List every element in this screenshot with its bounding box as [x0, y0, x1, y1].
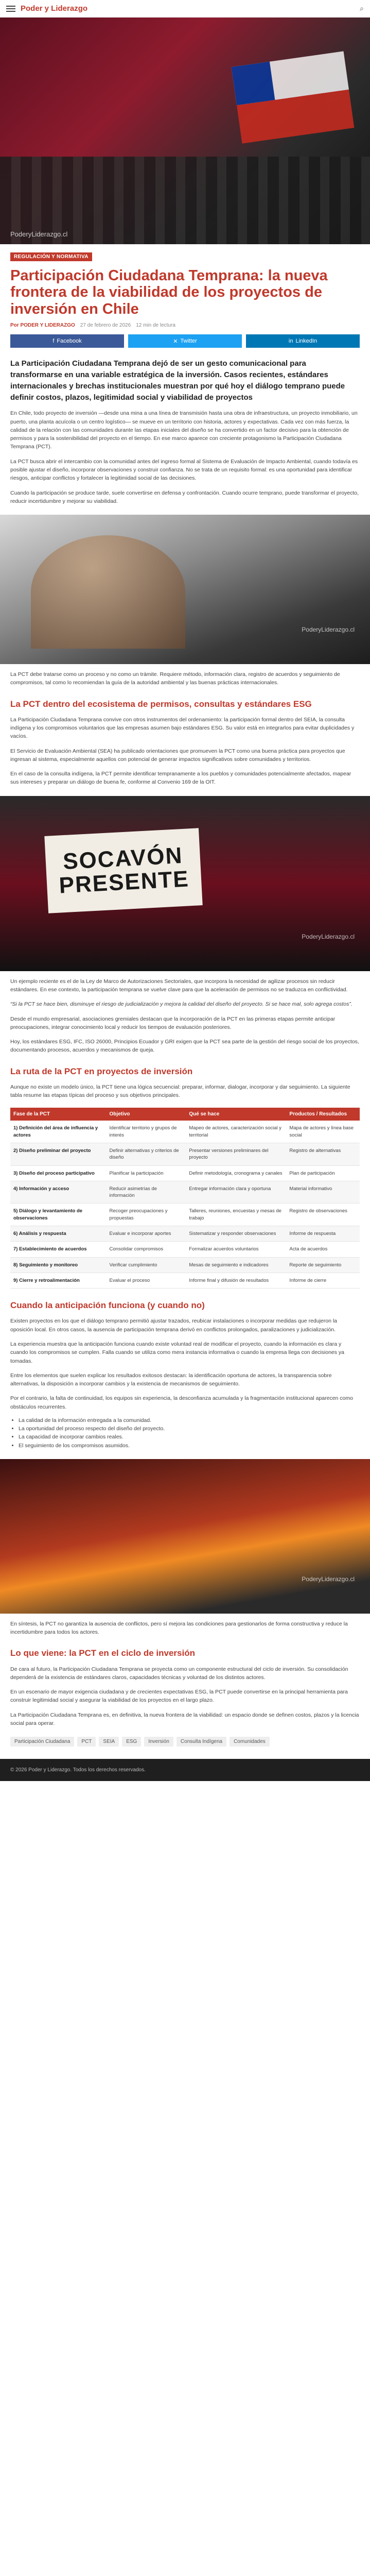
- share-facebook-label: Facebook: [57, 338, 82, 345]
- table-cell: Definir alternativas y criterios de diseño: [107, 1143, 186, 1165]
- search-icon[interactable]: ⌕: [360, 4, 364, 12]
- paragraph: En Chile, todo proyecto de inversión —desde una mina a una línea de transmisión hasta una obra de infraestructura, un proyecto inmobiliario, un puerto, una planta acuícola o un centro logístico— se mueve en un territorio con historia, actores y expectativas. Cada vez con más fuerza, la calidad de la relación con las comunidades durante las etapas iniciales del diseño se ha convertido en un factor decisivo para la obtención de permisos y para la sostenibilidad del proyecto en el tiempo. En ese marco aparece con creciente protagonismo la Participación Ciudadana Temprana (PCT).: [10, 410, 358, 450]
- paragraph: La Participación Ciudadana Temprana convive con otros instrumentos del ordenamiento: la participación formal dentro del SEIA, la consulta indígena y los compromisos voluntarios que las empresas asumen bajo estándares ESG. Su valor está en integrarlos para evitar duplicidades y vacíos.: [10, 716, 355, 740]
- menu-icon[interactable]: [6, 6, 15, 12]
- hero-watermark: PoderyLiderazgo.cl: [10, 230, 68, 238]
- site-logo[interactable]: Poder y Liderazgo: [21, 4, 88, 13]
- share-facebook-button[interactable]: [10, 334, 124, 348]
- table-cell: Identificar territorio y grupos de interés: [107, 1121, 186, 1143]
- article-title: Participación Ciudadana Temprana: la nueva frontera de la viabilidad de los proyectos de inversión en Chile: [10, 267, 328, 317]
- paragraph: El Servicio de Evaluación Ambiental (SEA) ha publicado orientaciones que promueven la PCT como una buena práctica para proyectos que ingresan al sistema, especialmente aquellos con potencial de generar impactos significativos sobre comunidades y territorios.: [10, 748, 345, 762]
- share-twitter-button[interactable]: [128, 334, 242, 348]
- table-cell: Definir metodología, cronograma y canales: [186, 1165, 286, 1181]
- footer-text: © 2026 Poder y Liderazgo. Todos los derechos reservados.: [10, 1767, 146, 1773]
- table-cell: Talleres, reuniones, encuestas y mesas de trabajo: [186, 1204, 286, 1226]
- article-author[interactable]: Por PODER Y LIDERAZGO: [10, 323, 75, 329]
- key-factors-list: [19, 1416, 360, 1450]
- article-date: 27 de febrero de 2026: [80, 323, 131, 329]
- section-heading: La ruta de la PCT en proyectos de inversión: [10, 1066, 193, 1076]
- paragraph: Cuando la participación se produce tarde, suele convertirse en defensa y confrontación. Cuando ocurre temprano, puede transformar el proyecto, reducir incertidumbre y mejorar su viabilidad.: [10, 489, 359, 504]
- share-twitter-label: Twitter: [180, 338, 197, 345]
- table-cell: Informe de cierre: [286, 1273, 360, 1288]
- table-row: [10, 1226, 360, 1242]
- paragraph: Entre los elementos que suelen explicar los resultados exitosos destacan: la identificación oportuna de actores, la transparencia sobre alternativas, la disposición a incorporar cambios y la existencia de mecanismos de seguimiento.: [10, 1372, 332, 1387]
- photo-watermark: PoderyLiderazgo.cl: [302, 1575, 355, 1583]
- table-cell: Mapeo de actores, caracterización social y territorial: [186, 1121, 286, 1143]
- tag[interactable]: Inversión: [144, 1737, 173, 1747]
- column-header: Qué se hace: [186, 1108, 286, 1121]
- share-linkedin-label: LinkedIn: [295, 338, 318, 345]
- tag-list: [10, 1737, 360, 1747]
- section-heading: La PCT dentro del ecosistema de permisos, consultas y estándares ESG: [10, 699, 312, 709]
- read-time: 12 min de lectura: [136, 323, 175, 329]
- table-cell: Material informativo: [286, 1181, 360, 1204]
- share-linkedin-button[interactable]: [246, 334, 360, 348]
- tag[interactable]: SEIA: [99, 1737, 119, 1747]
- table-row: [10, 1204, 360, 1226]
- tag[interactable]: Consulta Indígena: [177, 1737, 226, 1747]
- linkedin-icon: in: [288, 338, 293, 345]
- quote: “Si la PCT se hace bien, disminuye el riesgo de judicialización y mejora la calidad del diseño del proyecto. Si se hace mal, solo agrega costos”.: [10, 1001, 353, 1008]
- table-cell: Reporte de seguimiento: [286, 1257, 360, 1273]
- column-header: Fase de la PCT: [10, 1108, 107, 1121]
- pct-phases-table: [10, 1108, 360, 1289]
- table-cell: 1) Definición del área de influencia y actores: [10, 1121, 107, 1143]
- table-cell: Informe final y difusión de resultados: [186, 1273, 286, 1288]
- table-cell: Formalizar acuerdos voluntarios: [186, 1242, 286, 1257]
- hero-image: [0, 18, 370, 244]
- table-cell: 2) Diseño preliminar del proyecto: [10, 1143, 107, 1165]
- table-cell: Consolidar compromisos: [107, 1242, 186, 1257]
- article-photo-protest: [0, 796, 370, 971]
- table-row: [10, 1181, 360, 1204]
- table-row: [10, 1143, 360, 1165]
- top-bar: [0, 0, 370, 18]
- table-cell: Mapa de actores y línea base social: [286, 1121, 360, 1143]
- protest-banner: SOCAVÓN PRESENTE: [44, 828, 202, 913]
- paragraph: La Participación Ciudadana Temprana es, en definitiva, la nueva frontera de la viabilidad: un espacio donde se definen costos, plazos y la licencia social para operar.: [10, 1711, 359, 1727]
- paragraph: En el caso de la consulta indígena, la PCT permite identificar tempranamente a los pueblos y comunidades potencialmente afectados, mapear sus intereses y preparar un diálogo de buena fe, conforme al Convenio 169 de la OIT.: [10, 771, 351, 786]
- table-cell: Registro de observaciones: [286, 1204, 360, 1226]
- paragraph: Por el contrario, la falta de continuidad, los equipos sin experiencia, la desconfianza acumulada y la fragmentación institucional aparecen como obstáculos recurrentes.: [10, 1395, 353, 1410]
- facebook-icon: f: [52, 338, 55, 345]
- paragraph: Existen proyectos en los que el diálogo temprano permitió ajustar trazados, reubicar instalaciones o incorporar medidas que redujeron la oposición local. En otros casos, la ausencia de participación temprana derivó en conflictos prolongados, paralizaciones y judicialización.: [10, 1318, 338, 1333]
- paragraph: En un escenario de mayor exigencia ciudadana y de crecientes expectativas ESG, la PCT puede convertirse en la principal herramienta para construir legitimidad social y asegurar la viabilidad de los proyectos en el largo plazo.: [10, 1689, 348, 1704]
- paragraph: Aunque no existe un modelo único, la PCT tiene una lógica secuencial: preparar, informar, dialogar, incorporar y dar seguimiento. La siguiente tabla resume las etapas típicas del proceso y sus objetivos principales.: [10, 1083, 350, 1099]
- table-cell: 6) Análisis y respuesta: [10, 1226, 107, 1242]
- table-cell: Plan de participación: [286, 1165, 360, 1181]
- table-cell: Registro de alternativas: [286, 1143, 360, 1165]
- list-item: • La capacidad de incorporar cambios reales.: [19, 1433, 360, 1441]
- table-cell: Evaluar e incorporar aportes: [107, 1226, 186, 1242]
- table-cell: Acta de acuerdos: [286, 1242, 360, 1257]
- table-cell: Informe de respuesta: [286, 1226, 360, 1242]
- photo-watermark: PoderyLiderazgo.cl: [302, 933, 355, 940]
- tag[interactable]: ESG: [122, 1737, 141, 1747]
- chile-flag-graphic: [232, 51, 355, 143]
- table-row: [10, 1165, 360, 1181]
- article-lead: La Participación Ciudadana Temprana dejó de ser un gesto comunicacional para transformarse en una variable estratégica de la inversión. Casos recientes, estándares internacionales y brechas institucionales muestran por qué hoy el diálogo temprano puede definir costos, plazos, legitimidad social y viabilidad de proyectos: [10, 359, 345, 402]
- site-footer: [0, 1759, 370, 1781]
- paragraph: En síntesis, la PCT no garantiza la ausencia de conflictos, pero sí mejora las condiciones para gestionarlos de forma constructiva y reduce la incertidumbre para todos los actores.: [10, 1620, 348, 1636]
- paragraph: De cara al futuro, la Participación Ciudadana Temprana se proyecta como un componente estructural del ciclo de inversión. Su consolidación dependerá de la existencia de estándares claros, capacidades técnicas y voluntad de los distintos actores.: [10, 1666, 348, 1681]
- section-heading: Cuando la anticipación funciona (y cuando no): [10, 1300, 205, 1311]
- section-heading: Lo que viene: la PCT en el ciclo de inversión: [10, 1648, 195, 1658]
- table-cell: 7) Establecimiento de acuerdos: [10, 1242, 107, 1257]
- column-header: Objetivo: [107, 1108, 186, 1121]
- list-item: • La oportunidad del proceso respecto del diseño del proyecto.: [19, 1425, 360, 1433]
- list-item: • La calidad de la información entregada a la comunidad.: [19, 1416, 360, 1425]
- share-buttons: [10, 334, 360, 348]
- photo-watermark: PoderyLiderazgo.cl: [302, 626, 355, 634]
- table-row: [10, 1242, 360, 1257]
- table-cell: Presentar versiones preliminares del proyecto: [186, 1143, 286, 1165]
- table-cell: Verificar cumplimiento: [107, 1257, 186, 1273]
- table-cell: 4) Información y acceso: [10, 1181, 107, 1204]
- table-cell: 5) Diálogo y levantamiento de observaciones: [10, 1204, 107, 1226]
- article-photo-hands: [0, 515, 370, 664]
- table-cell: Recoger preocupaciones y propuestas: [107, 1204, 186, 1226]
- tag[interactable]: Participación Ciudadana: [10, 1737, 74, 1747]
- tag[interactable]: PCT: [77, 1737, 96, 1747]
- table-row: [10, 1273, 360, 1288]
- table-cell: Planificar la participación: [107, 1165, 186, 1181]
- column-header: Productos / Resultados: [286, 1108, 360, 1121]
- table-cell: Mesas de seguimiento e indicadores: [186, 1257, 286, 1273]
- table-cell: 3) Diseño del proceso participativo: [10, 1165, 107, 1181]
- twitter-icon: ✕: [173, 338, 178, 345]
- paragraph: La PCT busca abrir el intercambio con la comunidad antes del ingreso formal al Sistema de Evaluación de Impacto Ambiental, cuando todavía es posible ajustar el diseño, incorporar observaciones y construir confianza. No se trata de un requisito formal: es una oportunidad para identificar riesgos, anticipar conflictos y fortalecer la legitimidad social de las decisiones.: [10, 458, 358, 482]
- table-cell: Entregar información clara y oportuna: [186, 1181, 286, 1204]
- table-cell: 8) Seguimiento y monitoreo: [10, 1257, 107, 1273]
- table-cell: Sistematizar y responder observaciones: [186, 1226, 286, 1242]
- tag[interactable]: Comunidades: [230, 1737, 270, 1747]
- table-header-row: [10, 1108, 360, 1121]
- paragraph: Un ejemplo reciente es el de la Ley de Marco de Autorizaciones Sectoriales, que incorpora la necesidad de agilizar procesos sin reducir estándares. En ese contexto, la participación temprana se vuelve clave para que la aceleración de permisos no se traduzca en conflictividad.: [10, 978, 348, 993]
- category-badge[interactable]: REGULACIÓN Y NORMATIVA: [10, 252, 92, 261]
- paragraph: Hoy, los estándares ESG, IFC, ISO 26000, Principios Ecuador y GRI exigen que la PCT sea parte de la gestión del riesgo social de los proyectos, documentando procesos, acuerdos y mecanismos de queja.: [10, 1039, 359, 1054]
- article-photo-fire: [0, 1459, 370, 1614]
- table-cell: 9) Cierre y retroalimentación: [10, 1273, 107, 1288]
- table-row: [10, 1121, 360, 1143]
- table-cell: Reducir asimetrías de información: [107, 1181, 186, 1204]
- paragraph: La experiencia muestra que la anticipación funciona cuando existe voluntad real de modificar el proyecto, cuando la información es clara y cuando los compromisos se cumplen. Falla cuando se utiliza como mera instancia informativa o cuando la empresa llega con decisiones ya tomadas.: [10, 1341, 345, 1364]
- list-item: • El seguimiento de los compromisos asumidos.: [19, 1442, 360, 1450]
- table-cell: Evaluar el proceso: [107, 1273, 186, 1288]
- article-meta: [10, 323, 360, 328]
- paragraph: Desde el mundo empresarial, asociaciones gremiales destacan que la incorporación de la PCT en las primeras etapas permite anticipar preocupaciones, integrar conocimiento local y reducir los tiempos de evaluación posteriores.: [10, 1015, 336, 1030]
- paragraph: La PCT debe tratarse como un proceso y no como un trámite. Requiere método, información clara, registro de acuerdos y seguimiento de compromisos, tal como lo recomiendan la guía de la autoridad ambiental y las buenas prácticas internacionales.: [10, 671, 340, 686]
- article-content: [0, 244, 370, 1747]
- table-row: [10, 1257, 360, 1273]
